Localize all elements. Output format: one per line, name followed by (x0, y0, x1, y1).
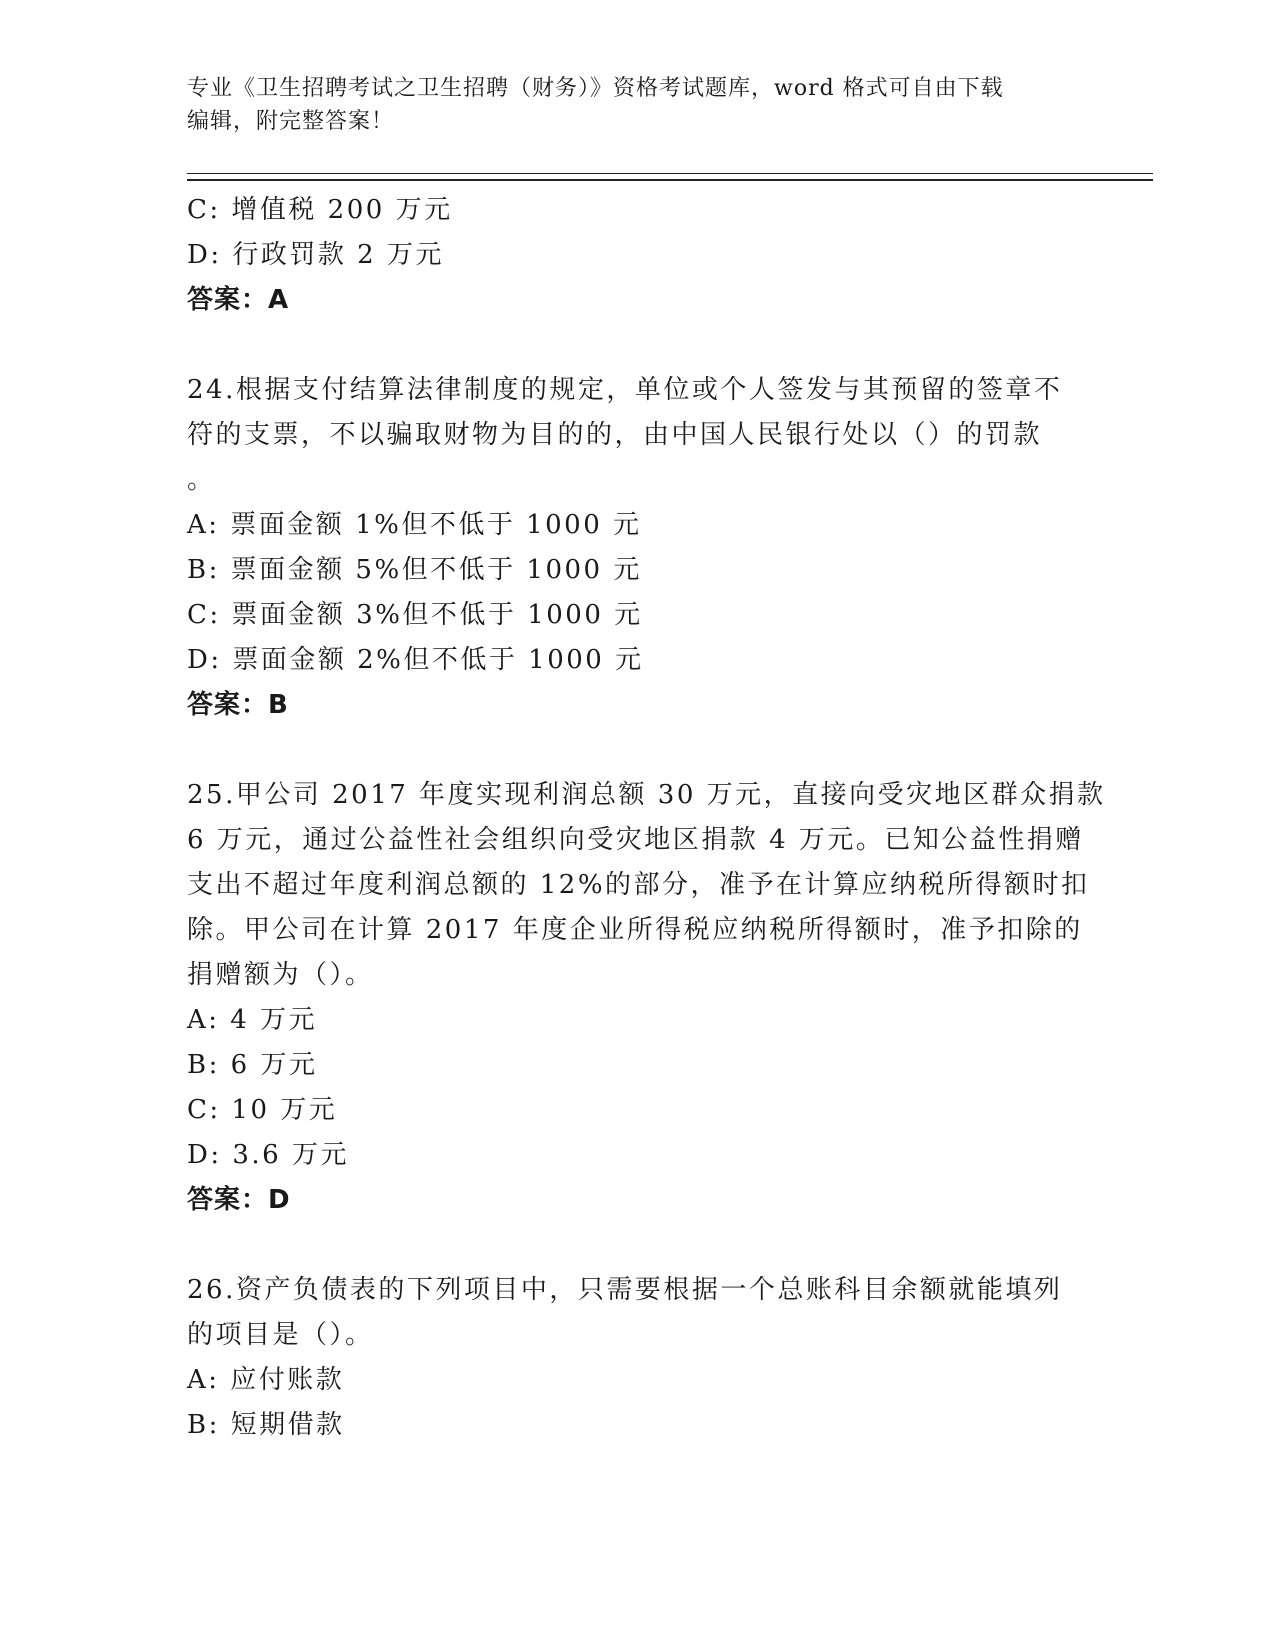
question-stem-line: 26.资产负债表的下列项目中，只需要根据一个总账科目余额就能填列 (187, 1275, 1063, 1305)
question-stem-line: 符的支票，不以骗取财物为目的的，由中国人民银行处以（）的罚款 (187, 420, 1043, 450)
question-stem-line: 除。甲公司在计算 2017 年度企业所得税应纳税所得额时，准予扣除的 (187, 915, 1083, 945)
question-25 (187, 773, 1106, 1223)
option-a: A: 票面金额 1%但不低于 1000 元 (187, 510, 642, 540)
question-24 (187, 368, 1087, 728)
option-d: D: 3.6 万元 (187, 1140, 349, 1170)
option-a: A: 4 万元 (187, 1005, 318, 1035)
question-stem-line: 支出不超过年度利润总额的 12%的部分，准予在计算应纳税所得额时扣 (187, 870, 1090, 900)
header-line-2: 编辑，附完整答案！ (187, 109, 395, 134)
spacer (187, 323, 1087, 368)
header-divider-thick (187, 179, 1153, 181)
header-divider-thin (187, 173, 1153, 174)
option-a: A: 应付账款 (187, 1365, 345, 1395)
question-stem-line: 捐赠额为（）。 (187, 960, 374, 990)
option-c: C: 票面金额 3%但不低于 1000 元 (187, 600, 643, 630)
option-b: B: 短期借款 (187, 1410, 345, 1440)
question-26 (187, 1268, 1087, 1448)
question-stem-line: 6 万元，通过公益性社会组织向受灾地区捐款 4 万元。已知公益性捐赠 (187, 825, 1084, 855)
answer: 答案：D (187, 1185, 291, 1215)
option-b: B: 票面金额 5%但不低于 1000 元 (187, 555, 642, 585)
question-23 (187, 188, 1087, 323)
question-stem-line: 25.甲公司 2017 年度实现利润总额 30 万元，直接向受灾地区群众捐款 (187, 780, 1106, 810)
header-line-1: 专业《卫生招聘考试之卫生招聘（财务）》资格考试题库，word 格式可自由下载 (187, 76, 1004, 101)
option-d: D: 票面金额 2%但不低于 1000 元 (187, 645, 644, 675)
question-stem-line: 的项目是（）。 (187, 1320, 374, 1350)
option-b: B: 6 万元 (187, 1050, 318, 1080)
option-d: D: 行政罚款 2 万元 (187, 240, 444, 270)
spacer (187, 1223, 1087, 1268)
question-list (187, 188, 1106, 1448)
question-stem-line: 。 (187, 465, 216, 495)
option-c: C: 增值税 200 万元 (187, 195, 453, 225)
spacer (187, 728, 1087, 773)
answer: 答案：B (187, 690, 289, 720)
answer: 答案：A (187, 285, 290, 315)
option-c: C: 10 万元 (187, 1095, 338, 1125)
document-header (187, 72, 1087, 138)
question-stem-line: 24.根据支付结算法律制度的规定，单位或个人签发与其预留的签章不 (187, 375, 1063, 405)
